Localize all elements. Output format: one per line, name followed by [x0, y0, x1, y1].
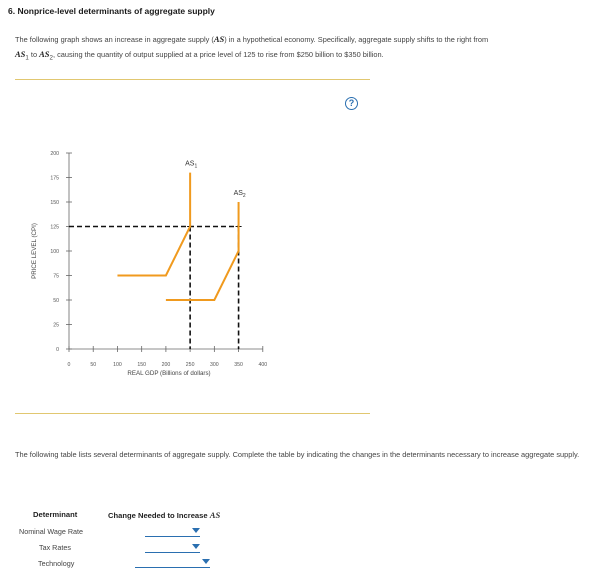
x-tick-label: 200	[161, 362, 171, 368]
nominal-wage-rate-dropdown[interactable]	[145, 526, 200, 537]
row-tax-rates: Tax Rates	[39, 543, 71, 552]
as2-label: $AS_2$	[233, 190, 246, 199]
x-axis-label: REAL GDP (Billions of dollars)	[127, 370, 211, 377]
reference-lines	[69, 224, 242, 350]
as1-label: $AS_1$	[185, 160, 198, 170]
chevron-down-icon	[202, 559, 210, 564]
y-tick-label: 25	[53, 322, 59, 329]
y-tick-label: 100	[50, 249, 59, 255]
row-technology: Technology	[38, 559, 75, 568]
header-change: Change Needed to Increase AS	[108, 510, 221, 520]
x-tick-label: 0	[67, 362, 71, 368]
x-tick-label: 400	[258, 362, 268, 368]
y-tick-label: 50	[53, 298, 59, 304]
help-icon[interactable]: ?	[345, 97, 358, 110]
y-axis-label: PRICE LEVEL (CPI)	[31, 223, 38, 279]
x-tick-label: 250	[185, 362, 195, 368]
intro-as: AS	[213, 34, 225, 44]
y-tick-label: 0	[56, 347, 59, 353]
x-tick-label: 150	[137, 362, 147, 368]
intro-text: The following graph shows an increase in aggregate supply (AS) in a hypothetical economy. Specifically, aggregate supply shifts to the right from $AS_1$ to $AS_2$, causing the quantity of output supplied at a price level of 125 to rise from $250 billion to $350 billion.	[15, 34, 489, 62]
chevron-down-icon	[192, 528, 200, 533]
y-tick-label: 200	[50, 151, 59, 157]
y-tick-label: 75	[53, 273, 59, 280]
tax-rates-dropdown[interactable]	[145, 542, 200, 553]
x-tick-label: 100	[113, 362, 122, 368]
table-description: The following table lists several determinants of aggregate supply. Complete the table by indicating the changes in the determinants necessary to increase aggregate supply.	[15, 450, 580, 459]
bottom-rule	[15, 413, 370, 414]
question-title: 6. Nonprice-level determinants of aggregate supply	[8, 6, 215, 16]
technology-dropdown[interactable]	[135, 557, 210, 568]
curves	[117, 173, 238, 300]
chevron-down-icon	[192, 544, 200, 549]
x-tick-label: 350	[234, 362, 243, 368]
as2-curve	[166, 202, 239, 300]
y-tick-label: 175	[50, 175, 59, 182]
header-determinant: Determinant	[33, 510, 78, 519]
row-nominal-wage-rate: Nominal Wage Rate	[19, 527, 84, 536]
as1-curve	[117, 173, 190, 276]
x-tick-label: 50	[90, 362, 97, 368]
y-tick-label: 150	[50, 200, 59, 206]
y-tick-label: 125	[50, 224, 59, 231]
x-tick-label: 300	[210, 362, 219, 368]
